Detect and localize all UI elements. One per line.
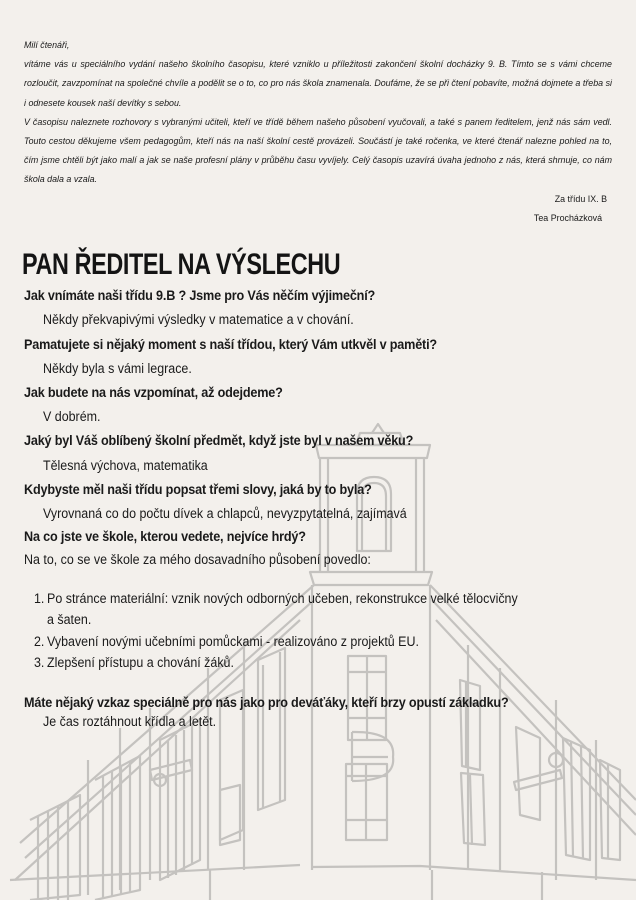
list-text: Vybavení novými učebními pomůckami - realizováno z projektů EU. [47,634,419,649]
answer-final: Je čas roztáhnout křídla a letět. [43,714,217,729]
answer-3: V dobrém. [43,409,101,424]
list-number: 3. [34,655,45,670]
list-item [34,655,234,670]
intro-greeting: Milí čtenáři, [24,40,70,50]
question-4: Jaký byl Váš oblíbený školní předmět, když jste byl v našem věku? [24,433,414,448]
intro-paragraph-2: V časopisu naleznete rozhovory s vybranými učiteli, kteří ve třídě během našeho působení vyučovali, a také s panem ředitelem, jenž nás sám vedl. Touto cestou děkujeme všem pedagogům, kteří nás na naší školní cestě provázeli. Součástí je také ročenka, ve které čtenář nalezne pohled na to, čím jsme chtěli být jako malí a jak se naše profesní plány v průběhu času vyvíjely. Celý časopis uzavírá úvaha jednoho z nás, která shrnuje, co nám škola dala a vzala. [24,116,612,185]
signature-name: Tea Procházková [533,213,602,223]
list-item [34,591,518,606]
question-5: Kdybyste měl naši třídu popsat třemi slovy, jaká by to byla? [24,482,372,497]
answer-6: Na to, co se ve škole za mého dosavadního působení povedlo: [24,552,371,567]
interview-title: PAN ŘEDITEL NA VÝSLECHU [22,248,341,281]
answer-5: Vyrovnaná co do počtu dívek a chlapců, nevyzpytatelná, zajímavá [43,506,407,521]
question-3: Jak budete na nás vzpomínat, až odejdeme? [24,385,283,400]
answer-1: Někdy překvapivými výsledky v matematice a v chování. [43,312,354,327]
answer-4: Tělesná výchova, matematika [43,458,208,473]
list-text: Zlepšení přístupu a chování žáků. [47,655,234,670]
list-number: 2. [34,634,45,649]
question-2: Pamatujete si nějaký moment s naší třídou, který Vám utkvěl v paměti? [24,337,437,352]
question-1: Jak vnímáte naši třídu 9.B ? Jsme pro Vás něčím výjimeční? [24,288,376,303]
answer-2: Někdy byla s vámi legrace. [43,361,192,376]
question-final: Máte nějaký vzkaz speciálně pro nás jako pro deváťáky, kteří brzy opustí základku? [24,695,509,710]
question-6: Na co jste ve škole, kterou vedete, nejvíce hrdý? [24,529,306,544]
list-text: Po stránce materiální: vznik nových odborných učeben, rekonstrukce velké tělocvičny [47,591,518,606]
intro-letter [24,36,612,190]
intro-paragraph-1: vítáme vás u speciálního vydání našeho školního časopisu, které vzniklo u příležitosti zakončení školní docházky 9. B. Tímto se s vámi chceme rozloučit, zavzpomínat na společné chvíle a podělit se o to, co pro nás škola znamenala. Doufáme, že se při čtení pobavíte, možná dojmete a třeba si i odnesete kousek naší devítky s sebou. [24,59,612,108]
signature-class: Za třídu IX. B [554,194,607,204]
list-item [34,634,419,649]
list-item-continuation: a šaten. [47,612,92,627]
list-number: 1. [34,591,45,606]
